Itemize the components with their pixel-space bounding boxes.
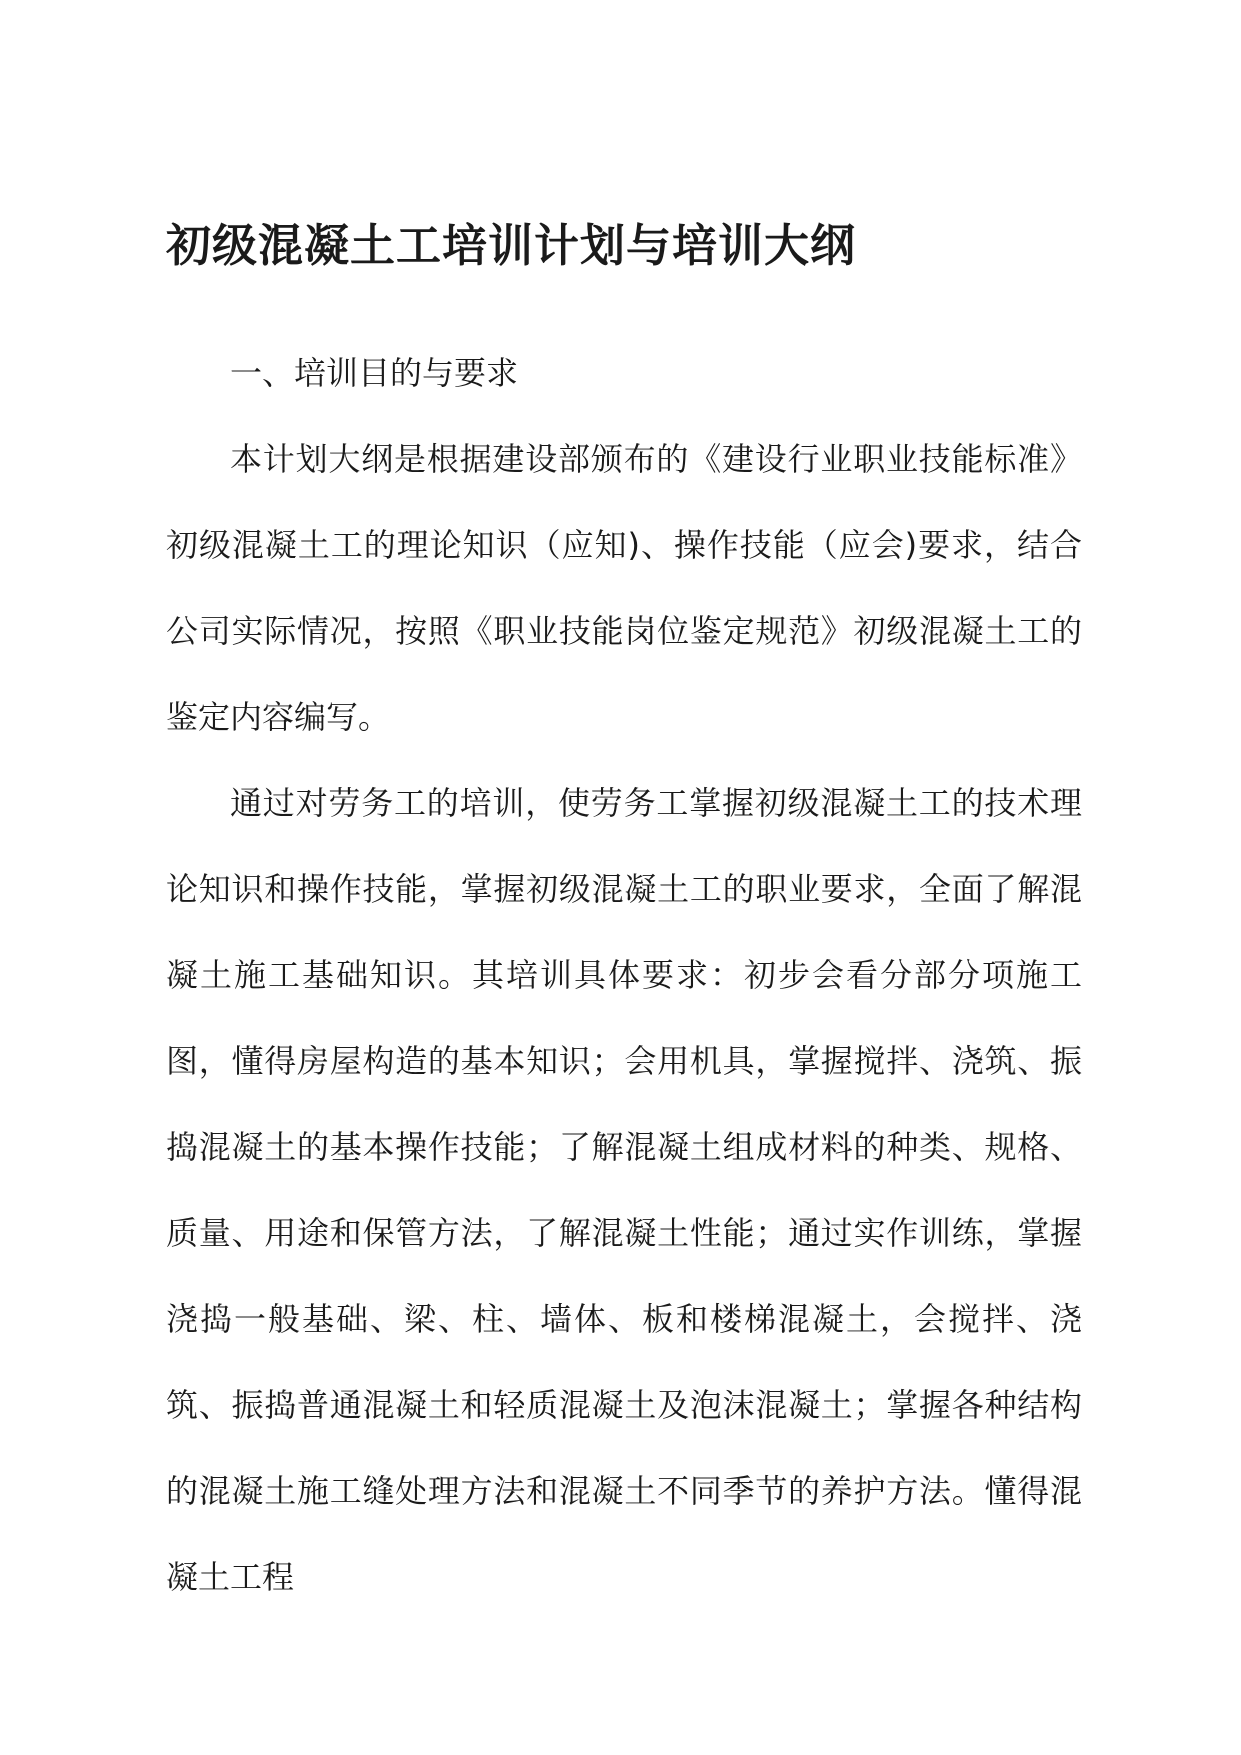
paragraph-requirements: 通过对劳务工的培训，使劳务工掌握初级混凝土工的技术理论知识和操作技能，掌握初级混凝土工的职业要求，全面了解混凝土施工基础知识。其培训具体要求：初步会看分部分项施工图，懂得房屋构造的基本知识；会用机具，掌握搅拌、浇筑、振捣混凝土的基本操作技能；了解混凝土组成材料的种类、规格、质量、用途和保管方法，了解混凝土性能；通过实作训练，掌握浇捣一般基础、梁、柱、墙体、板和楼梯混凝土，会搅拌、浇筑、振捣普通混凝土和轻质混凝土及泡沫混凝土；掌握各种结构的混凝土施工缝处理方法和混凝土不同季节的养护方法。懂得混凝土工程 bbox=[166, 784, 1082, 1596]
document-title: 初级混凝土工培训计划与培训大纲 bbox=[166, 219, 857, 272]
section-heading: 一、培训目的与要求 bbox=[230, 354, 519, 392]
paragraph-purpose: 本计划大纲是根据建设部颁布的《建设行业职业技能标准》初级混凝土工的理论知识（应知)、操作技能（应会)要求，结合公司实际情况，按照《职业技能岗位鉴定规范》初级混凝土工的鉴定内容编写。 bbox=[166, 440, 1082, 736]
